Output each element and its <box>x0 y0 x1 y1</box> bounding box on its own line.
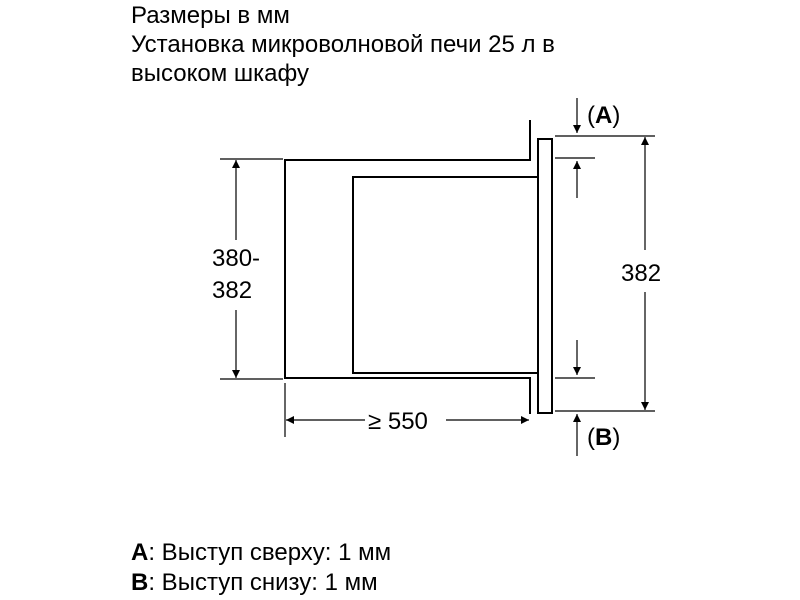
annotation-b-key: B <box>595 424 613 451</box>
legend-item-a <box>131 538 391 568</box>
depth-label: ≥ 550 <box>368 408 428 435</box>
cabinet-niche-outline <box>285 120 530 414</box>
legend-text-a: : Выступ сверху: 1 мм <box>148 539 392 566</box>
annotation-a-open: ( <box>587 102 595 129</box>
annotation-a-label <box>587 102 620 129</box>
title-line-3: высоком шкафу <box>131 60 310 87</box>
legend <box>131 538 391 598</box>
legend-text-b: : Выступ снизу: 1 мм <box>148 569 378 596</box>
legend-key-a: A <box>131 539 149 566</box>
annotation-a-key: A <box>595 102 613 129</box>
opening-height-dimension <box>212 160 260 378</box>
opening-height-label-bottom: 382 <box>212 277 253 304</box>
depth-dimension <box>286 408 529 435</box>
device-height-dimension <box>621 137 661 410</box>
microwave-front-panel <box>538 139 552 413</box>
annotation-b-close: ) <box>612 424 621 451</box>
microwave-body <box>353 177 538 373</box>
opening-height-label-top: 380- <box>212 245 261 272</box>
title-line-2: Установка микроволновой печи 25 л в <box>131 31 555 58</box>
legend-key-b: B <box>131 569 149 596</box>
device-height-label: 382 <box>621 260 662 287</box>
annotation-b-label <box>587 424 620 451</box>
annotation-a-close: ) <box>612 102 621 129</box>
legend-item-b <box>131 568 391 598</box>
annotation-b-open: ( <box>587 424 595 451</box>
title-line-1: Размеры в мм <box>131 2 290 29</box>
